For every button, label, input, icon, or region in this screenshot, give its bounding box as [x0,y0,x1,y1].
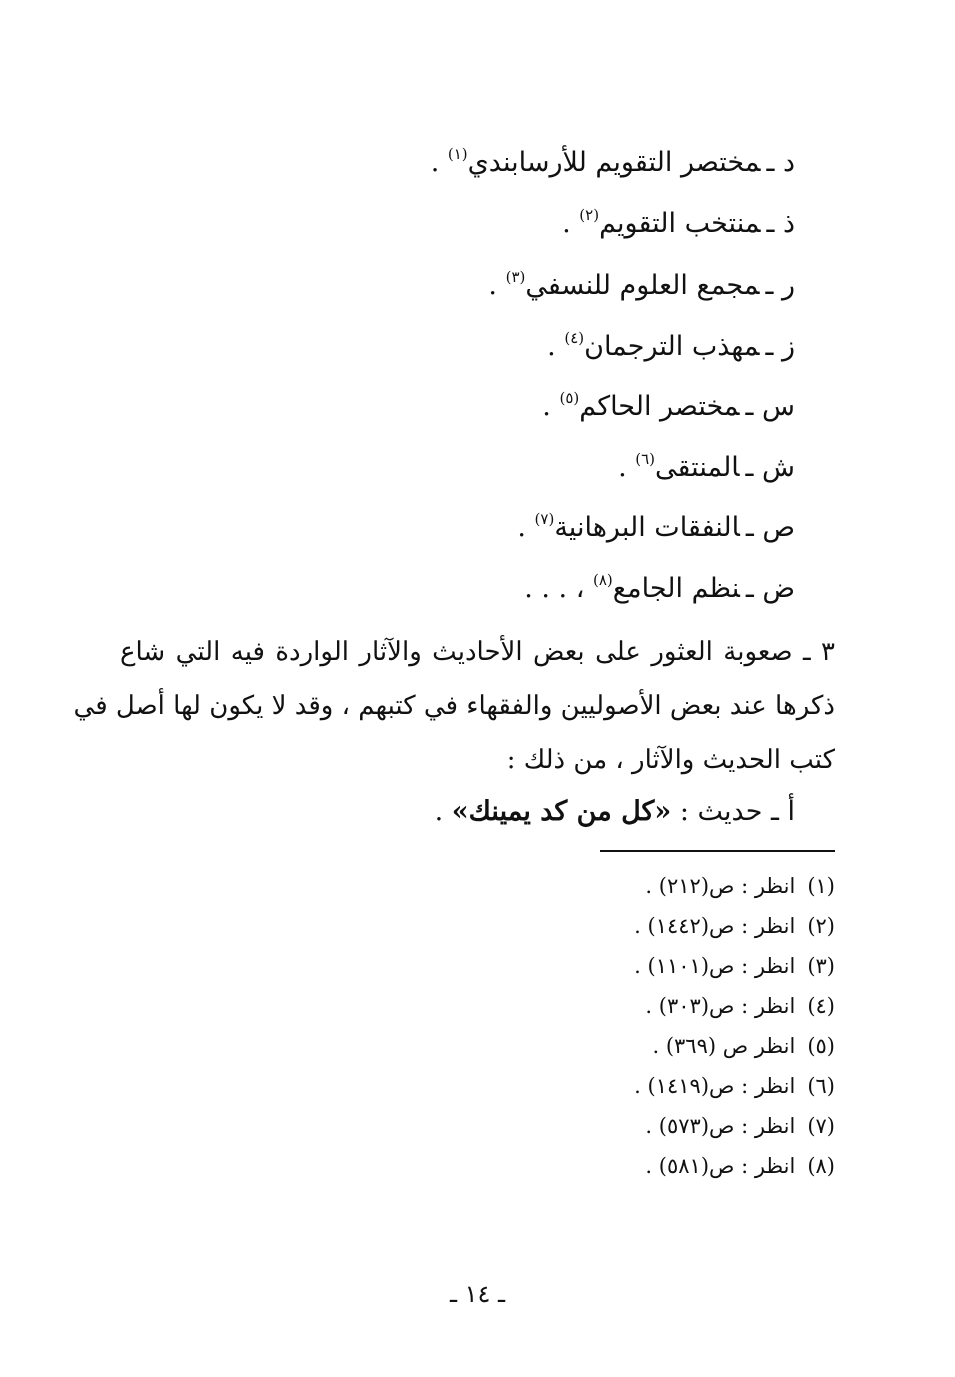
footnote-ref[interactable]: (٤) [564,329,585,347]
list-marker: ر ـ [765,270,795,301]
footnote [415,866,835,906]
list-item-dal [155,143,795,183]
footnote-ref[interactable]: (٦) [635,450,656,468]
list-marker: د ـ [766,147,795,178]
body-paragraph [73,625,835,787]
example-end: . [434,796,452,827]
list-text: النفقات البرهانية [554,512,740,543]
footnote-ref[interactable]: (٢) [579,206,600,224]
footnote-number: (٦) [807,1074,835,1098]
footnote-text: انظر ص (٣٦٩) . [652,1034,796,1058]
list-text: المنتقى [655,452,740,483]
footnote-text: انظر : ص(٣٠٣) . [645,994,796,1018]
list-item-dhal [155,204,795,244]
list-item-shin [155,448,795,488]
footnote [415,986,835,1026]
list-marker: س ـ [745,391,795,422]
footnote-separator [600,850,835,852]
footnote-text: انظر : ص(١٤١٩) . [634,1074,796,1098]
footnote-text: انظر : ص(١٤٤٢) . [634,914,796,938]
list-end: . [618,452,636,483]
footnote-number: (١) [807,874,835,898]
footnote [415,1146,835,1186]
footnote-ref[interactable]: (٥) [559,389,580,407]
footnote [415,906,835,946]
paragraph-line: كتب الحديث والآثار ، من ذلك : [506,745,835,775]
list-marker: ض ـ [745,573,795,604]
example-prefix: أ ـ حديث : [671,796,795,827]
list-marker: ص ـ [745,512,795,543]
list-end: ، . . . [524,573,593,604]
footnote-number: (٧) [807,1114,835,1138]
list-text: مهذب الترجمان [584,331,760,362]
list-marker: ذ ـ [766,208,795,239]
list-text: مختصر التقويم للأرسابندي [467,147,761,178]
list-end: . [517,512,535,543]
list-end: . [430,147,448,178]
footnote-ref[interactable]: (١) [447,145,468,163]
list-item-dad [155,569,795,609]
list-end: . [547,331,565,362]
page-number: ـ ١٤ ـ [449,1280,506,1308]
footnotes-list [415,866,835,1186]
footnote-text: انظر : ص(٥٧٣) . [645,1114,796,1138]
footnote-number: (٣) [807,954,835,978]
list-text: نظم الجامع [612,573,740,604]
footnote-text: انظر : ص(٢١٢) . [645,874,796,898]
footnote-number: (٢) [807,914,835,938]
footnote-ref[interactable]: (٣) [505,268,526,286]
footnote-ref[interactable]: (٨) [593,571,613,589]
list-end: . [542,391,560,422]
footnote [415,1026,835,1066]
list-text: منتخب التقويم [599,208,761,239]
list-item-zay [155,327,795,367]
list-end: . [488,270,506,301]
footnote-ref[interactable]: (٧) [534,510,555,528]
footnote-text: انظر : ص(١١٠١) . [634,954,796,978]
footnote-number: (٥) [807,1034,835,1058]
list-item-ra [155,266,795,306]
list-marker: ز ـ [765,331,795,362]
hadith-quote: «كل من كد يمينك» [451,796,672,827]
footnote [415,1106,835,1146]
list-text: مجمع العلوم للنسفي [525,270,760,301]
example-hadith [155,792,795,832]
paragraph-line: ذكرها عند بعض الأصوليين والفقهاء في كتبهم ، وقد لا يكون لها أصل في [73,691,835,721]
list-item-sin [155,387,795,427]
paragraph-line: ٣ ـ صعوبة العثور على بعض الأحاديث والآثار الواردة فيه التي شاع [120,637,835,667]
list-item-sad [155,508,795,548]
list-marker: ش ـ [745,452,795,483]
footnote-text: انظر : ص(٥٨١) . [645,1154,796,1178]
footnote-number: (٨) [807,1154,835,1178]
list-end: . [562,208,580,239]
list-text: مختصر الحاكم [579,391,740,422]
footnote [415,946,835,986]
footnote [415,1066,835,1106]
footnote-number: (٤) [807,994,835,1018]
